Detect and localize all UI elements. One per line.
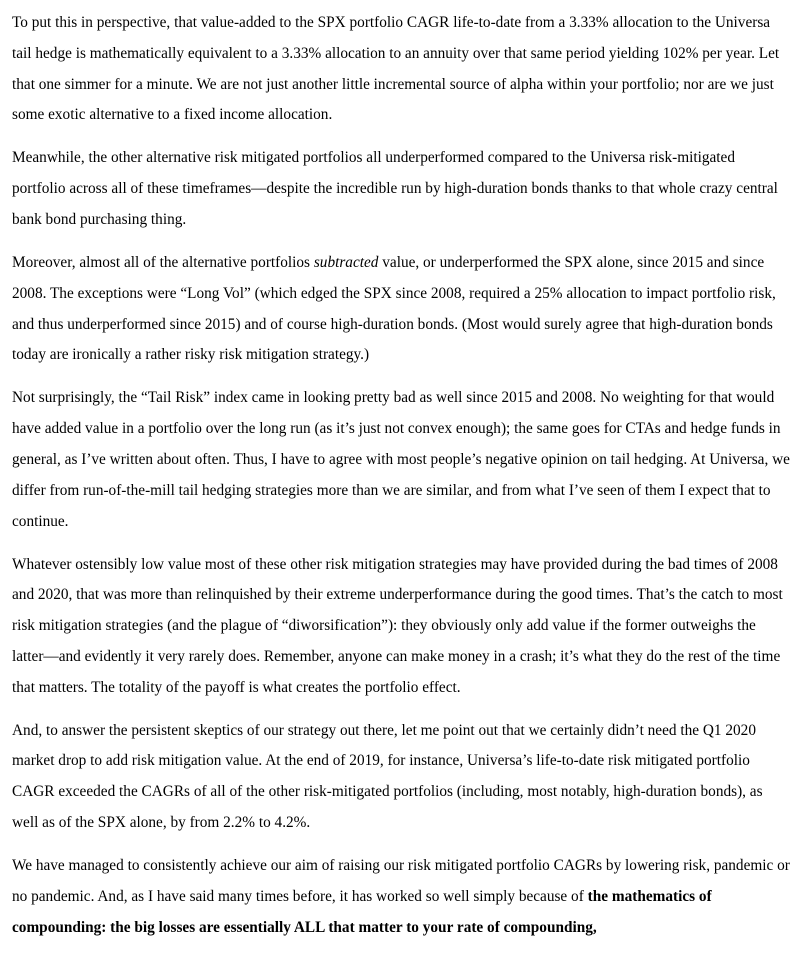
paragraph-compounding bbox=[12, 851, 790, 943]
paragraph-text-rest: value, or underperformed the SPX alone, since 2015 and since 2008. The exceptions were “Long Vol” (which edged the SPX since 2008, required a 25% allocation to impact portfolio risk, and thus underperformed since 2015) and of course high-duration bonds. (Most would surely agree that high-duration bonds today are ironically a rather risky risk mitigation strategy.) bbox=[12, 253, 776, 364]
paragraph-diworsification bbox=[12, 550, 790, 704]
paragraph-subtracted-value bbox=[12, 248, 790, 371]
emphasis-compounding: the mathematics of compounding: the big losses are essentially ALL that matter to your rate of compounding, bbox=[12, 887, 712, 936]
paragraph-alternative-portfolios bbox=[12, 143, 790, 235]
paragraph-skeptics bbox=[12, 716, 790, 839]
paragraph-text: Meanwhile, the other alternative risk mitigated portfolios all underperformed compared to the Universa risk-mitigated portfolio across all of these timeframes—despite the incredible run by high-duration bonds thanks to that whole crazy central bank bond purchasing thing. bbox=[12, 149, 778, 228]
paragraph-text: Not surprisingly, the “Tail Risk” index came in looking pretty bad as well since 2015 and 2008. No weighting for that would have added value in a portfolio over the long run (as it’s just not convex enough); the same goes for CTAs and hedge funds in general, as I’ve written about often. Thus, I have to agree with most people’s negative opinion on tail hedging. At Universa, we differ from run-of-the-mill tail hedging strategies more than we are similar, and from what I’ve seen of them I expect that to continue. bbox=[12, 389, 790, 530]
paragraph-text: To put this in perspective, that value-added to the SPX portfolio CAGR life-to-date from a 3.33% allocation to the Universa tail hedge is mathematically equivalent to a 3.33% allocation to an annuity over that same period yielding 102% per year. Let that one simmer for a minute. We are not just another little incremental source of alpha within your portfolio; nor are we just some exotic alternative to a fixed income allocation. bbox=[12, 14, 780, 124]
paragraph-text-lead: Moreover, almost all of the alternative portfolios bbox=[12, 253, 314, 271]
paragraph-text: And, to answer the persistent skeptics of our strategy out there, let me point out that we certainly didn’t need the Q1 2020 market drop to add risk mitigation value. At the end of 2019, for instance, Universa’s life-to-date risk mitigated portfolio CAGR exceeded the CAGRs of all of the other risk-mitigated portfolios (including, most notably, high-duration bonds), as well as of the SPX alone, by from 2.2% to 4.2%. bbox=[12, 721, 763, 832]
paragraph-perspective bbox=[12, 8, 790, 131]
paragraph-text-lead: We have managed to consistently achieve our aim of raising our risk mitigated portfolio CAGRs by lowering risk, pandemic or no pandemic. And, as I have said many times before, it has worked so well simply because of bbox=[12, 857, 790, 905]
emphasis-subtracted: subtracted bbox=[313, 253, 379, 271]
paragraph-text: Whatever ostensibly low value most of these other risk mitigation strategies may have provided during the bad times of 2008 and 2020, that was more than relinquished by their extreme underperformance during the good times. That’s the catch to most risk mitigation strategies (and the plague of “diworsification”): they obviously only add value if the former outweighs the latter—and evidently it very rarely does. Remember, anyone can make money in a crash; it’s what they do the rest of the time that matters. The totality of the payoff is what creates the portfolio effect. bbox=[12, 555, 783, 696]
paragraph-tail-risk-index bbox=[12, 383, 790, 537]
